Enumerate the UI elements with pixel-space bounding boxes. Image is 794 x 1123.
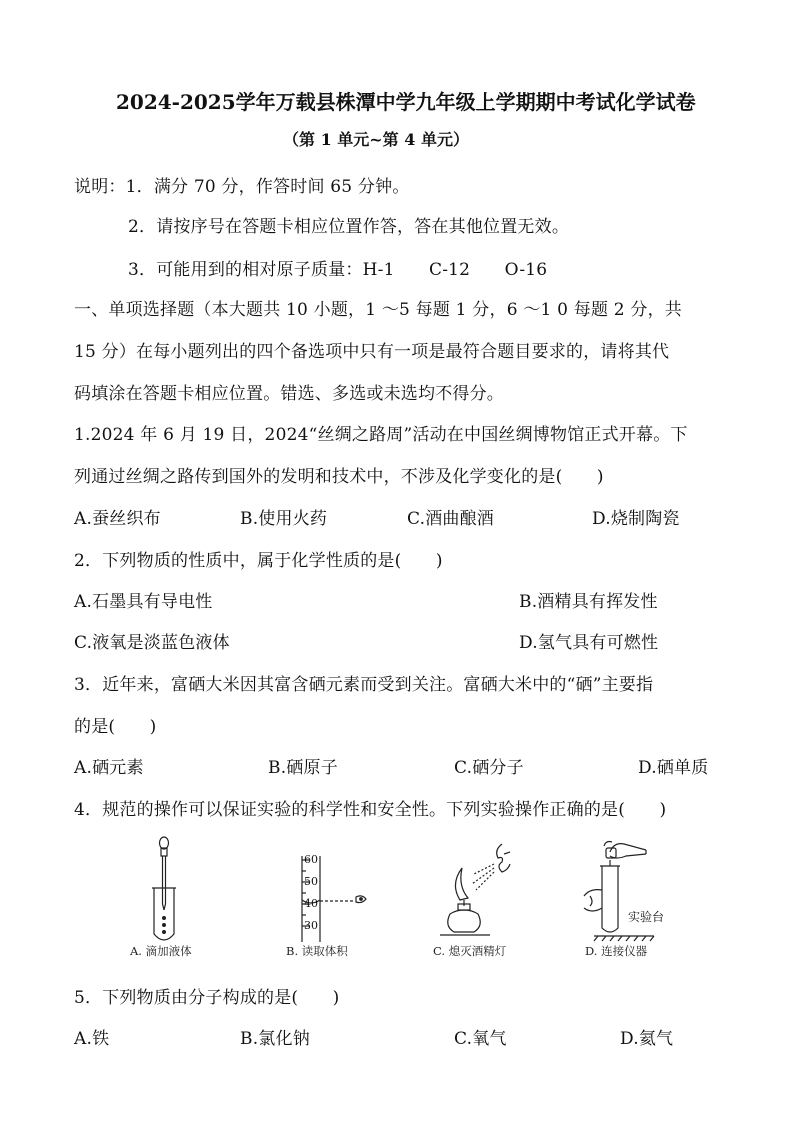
q2-stem: 2．下列物质的性质中，属于化学性质的是( ) [74,551,443,571]
cylinder-tick-30: 30 [304,919,318,932]
exam-subtitle: （第 1 单元~第 4 单元） [283,130,469,149]
alcohol-lamp-figure[interactable] [432,840,532,940]
cylinder-tick-50: 50 [304,875,318,888]
q3-option-b[interactable]: B.硒原子 [268,758,338,778]
q1-option-a[interactable]: A.蚕丝织布 [74,509,161,529]
connecting-apparatus-figure[interactable] [580,836,690,942]
q5-option-c[interactable]: C.氧气 [454,1029,507,1049]
figure-d-caption: D. 连接仪器 [585,944,648,958]
q2-option-b[interactable]: B.酒精具有挥发性 [519,592,658,612]
exam-title: 2024-2025学年万载县株潭中学九年级上学期期中考试化学试卷 [116,90,696,114]
q3-line1: 3．近年来，富硒大米因其富含硒元素而受到关注。富硒大米中的“硒”主要指 [74,675,654,695]
figure-a-caption: A. 滴加液体 [130,944,192,958]
cylinder-tick-40: 40 [304,897,318,910]
instruction-2: 2．请按序号在答题卡相应位置作答，答在其他位置无效。 [128,217,570,237]
q1-line2: 列通过丝绸之路传到国外的发明和技术中，不涉及化学变化的是( ) [74,467,604,487]
cylinder-tick-60: 60 [304,853,318,866]
q1-line1: 1.2024 年 6 月 19 日，2024“丝绸之路周”活动在中国丝绸博物馆正式开幕。下 [74,425,688,445]
figure-b-caption: B. 读取体积 [286,944,348,958]
q2-option-d[interactable]: D.氢气具有可燃性 [519,633,659,653]
section1-line1: 一、单项选择题（本大题共 10 小题，1 ～5 每题 1 分，6 ～1 0 每题 2 分，共 [74,300,682,320]
q3-option-d[interactable]: D.硒单质 [638,758,709,778]
section1-line3: 码填涂在答题卡相应位置。错选、多选或未选均不得分。 [74,384,504,404]
q3-option-c[interactable]: C.硒分子 [454,758,524,778]
bench-label: 实验台 [628,910,665,924]
dropper-test-tube-figure[interactable] [140,836,200,948]
figure-c-caption: C. 熄灭酒精灯 [433,944,507,958]
q5-option-d[interactable]: D.氦气 [620,1029,674,1049]
instruction-3: 3．可能用到的相对原子质量：H-1 C-12 O-16 [128,260,548,280]
q1-option-b[interactable]: B.使用火药 [240,509,328,529]
section1-line2: 15 分）在每小题列出的四个备选项中只有一项是最符合题目要求的，请将其代 [74,342,670,362]
q2-option-c[interactable]: C.液氧是淡蓝色液体 [74,633,230,653]
q1-option-d[interactable]: D.烧制陶瓷 [592,509,680,529]
instruction-1: 说明：1．满分 70 分，作答时间 65 分钟。 [74,177,410,197]
q5-stem: 5．下列物质由分子构成的是( ) [74,988,340,1008]
q1-option-c[interactable]: C.酒曲酿酒 [407,509,495,529]
q5-option-a[interactable]: A.铁 [74,1029,110,1049]
q4-stem: 4．规范的操作可以保证实验的科学性和安全性。下列实验操作正确的是( ) [74,800,667,820]
q3-line2: 的是( ) [74,717,157,737]
q5-option-b[interactable]: B.氯化钠 [240,1029,310,1049]
q3-option-a[interactable]: A.硒元素 [74,758,144,778]
q2-option-a[interactable]: A.石墨具有导电性 [74,592,213,612]
